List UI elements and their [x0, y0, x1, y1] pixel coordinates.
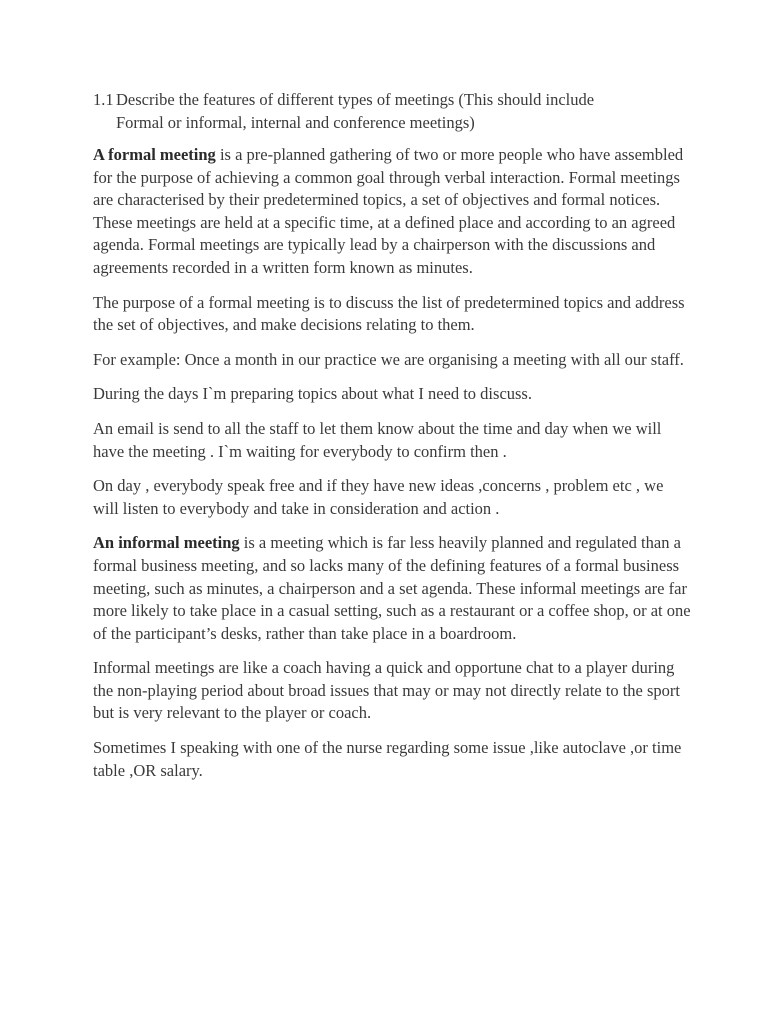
paragraph-formal-meeting-text: is a pre-planned gathering of two or more people who have assembled for the purpose of achieving a common goal through verbal interaction. Formal meetings are characterised by their predetermined topics, a set of objectives and formal notices. These meetings are held at a specific time, at a defined place and according to an agreed agenda. Formal meetings are typically lead by a chairperson with the discussions and agreements recorded in a written form known as minutes. [93, 145, 684, 277]
paragraph-example: For example: Once a month in our practice we are organising a meeting with all our staff. [93, 349, 684, 369]
paragraph-formal-purpose: The purpose of a formal meeting is to discuss the list of predetermined topics and address the set of objectives, and make decisions relating to them. [93, 292, 685, 335]
term-informal-meeting: An informal meeting [93, 533, 240, 553]
paragraph-informal-meeting-text: is a meeting which is far less heavily planned and regulated than a formal business meeting, and so lacks many of the defining features of a formal business meeting, such as minutes, a chairperson and a set agenda. These informal meetings are far more likely to take place in a casual setting, such as a restaurant or a coffee shop, or at one of the participant’s desks, rather than take place in a boardroom. [93, 533, 691, 643]
section-number: 1.1 [93, 90, 114, 109]
paragraph-coach-analogy: Informal meetings are like a coach having a quick and opportune chat to a player during the non-playing period about broad issues that may or may not directly relate to the sport but is very relevant to the player or coach. [93, 658, 680, 723]
term-formal-meeting: A formal meeting [93, 145, 216, 164]
paragraph-email: An email is send to all the staff to let them know about the time and day when we will have the meeting . I`m waiting for everybody to confirm then . [93, 418, 662, 461]
document-body [93, 88, 693, 794]
section-heading-line-2: Formal or informal, internal and conference meetings) [116, 113, 475, 132]
paragraph-formal-meeting [93, 144, 693, 280]
paragraph-preparing-topics: During the days I`m preparing topics about what I need to discuss. [93, 384, 532, 404]
paragraph-informal-meeting [93, 532, 693, 645]
paragraph-on-day: On day , everybody speak free and if they have new ideas ,concerns , problem etc , we will listen to everybody and take in consideration and action . [93, 476, 664, 518]
section-heading-text [116, 88, 693, 134]
paragraph-nurse-example: Sometimes I speaking with one of the nurse regarding some issue ,like autoclave ,or time table ,OR salary. [93, 738, 682, 780]
section-heading-line-1: Describe the features of different types of meetings (This should include [116, 90, 595, 109]
section-heading [93, 88, 693, 134]
